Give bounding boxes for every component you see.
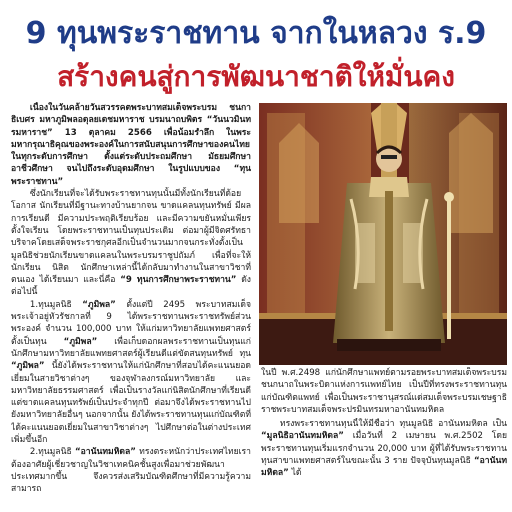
bhumibol-name-2: “ภูมิพล” (63, 336, 98, 347)
intro-bold-lead: เนื่องในวันคล้ายวันสวรรคตพระบาทสมเด็จพระบรม ชนกาธิเบศร มหาภูมิพลอดุลยเดชมหาราช บรมนาถบพิตร (11, 103, 251, 126)
article-right-column (261, 418, 507, 512)
article-left-column (11, 102, 251, 512)
eligibility-text: ซึ่งนักเรียนที่จะได้รับพระราชทานทุนนั้นมีทั้งนักเรียนที่ด้อยโอกาส นักเรียนที่มีฐานะทางบ้านยากจน ขาดแคลนทุนทรัพย์ มีผลการเรียนดี มีความประพฤติเรียบร้อย และมีความขยันหมั่นเพียร ตั้งใจเรียน โดยพระราชทานเป็นทุนประเดิม ต่อมาผู้มีจิตศรัทธาบริจาคโดยเสด็จพระราชกุศลอีกเป็นจำนวนมากจนกระทั่งตั้งเป็นมูลนิธิช่วยนักเรียนขาดแคลนในพระบรมราชูปถัมภ์ เพื่อที่จะให้นักเรียน นิสิต นักศึกษาเหล่านี้ได้กลับมาทำงานในสาขาวิชาที่ตนเอง ได้เรียนมา และนี่คือ (11, 189, 251, 286)
item-2-prefix: 2.ทุนมูลนิธิ (29, 447, 75, 458)
paragraph-intro (11, 102, 251, 188)
royal-portrait-photo (259, 103, 507, 365)
nine-scholarships-label: “9 ทุนการศึกษาพระราชทาน” (120, 275, 237, 286)
ananda-text-a: ทรงพระราชทานทุนนี้ให้มีชื่อว่า ทุนมูลนิธิ อานันทมหิดล เป็น (279, 419, 507, 429)
item-2-text: ทรงตระหนักว่าประเทศไทยเราต้องอาศัยผู้เชี่ยวชาญในวิชาเทคนิคชั้นสูงเพื่อมาช่วยพัฒนาประเทศมากขึ้น จึงควรส่งเสริมบัณฑิตศึกษาที่มีความรู้ความสามารถ (11, 447, 251, 495)
headline-line-1: 9 ทุนพระราชทาน จากในหลวง ร.9 (25, 16, 487, 51)
bhumibol-name-1: “ภูมิพล” (82, 299, 116, 310)
ananda-name: “อานันทมหิดล” (75, 447, 136, 458)
headline-line-2: สร้างคนสู่การพัฒนาชาติให้มั่นคง (57, 60, 455, 93)
photo-caption (261, 367, 507, 417)
ananda-text-c: ได้ (288, 468, 302, 479)
paragraph-bhumibol-fund (11, 299, 251, 447)
ananda-text-b: เมื่อวันที่ 2 เมษายน พ.ศ.2502 โดยพระราชทานทุนเริ่มแรกจำนวน 20,000 บาท ผู้ที่ได้รับพระราชทานทุนสาขาแพทยศาสตร์ในขณะนั้น 3 ราย ปัจจุบันทุนมูลนิธิ (261, 431, 507, 466)
intro-bold-date: “วันนวมินทรมหาราช” 13 ตุลาคม 2566 เพื่อน้อมรำลึก (11, 115, 251, 138)
ananda-foundation-name-2: “อานันทมหิดล” (261, 455, 507, 479)
item-1-text-c: นี้ยังได้พระราชทานให้แก่นักศึกษาที่สอบได้คะแนนยอดเยี่ยมในสายวิชาต่างๆ ของจุฬาลงกรณ์มหาวิทยาลัย และมหาวิทยาลัยธรรมศาสตร์ เพื่อเป็นรางวัลแก่นิสิตนักศึกษาที่เรียนดีแต่ขาดแคลนทุนทรัพย์เป็นประจำทุกปี ต่อมาจึงได้พระราชทานไปยังมหาวิทยาลัยอื่นๆ นอกจากนั้น ยังได้พระราชทานทุนแก่บัณฑิตที่ได้คะแนนยอดเยี่ยมในสาขาวิชาต่างๆ ไปศึกษาต่อในต่างประเทศเพิ่มขึ้นอีก (11, 361, 251, 446)
caption-text: ในปี พ.ศ.2498 แก่นักศึกษาแพทย์ตามรอยพระบาทสมเด็จพระบรมชนกนาถในพระบิดาแห่งการแพทย์ไทย เป็นปีที่ทรงพระราชทานทุนแก่บัณฑิตแพทย์ เพื่อเป็นพระราชานุสรณ์แด่สมเด็จพระบรมเชษฐาธิราชพระบาทสมเด็จพระปรมินทรมหาอานันทมหิดล (261, 368, 507, 415)
paragraph-eligibility (11, 188, 251, 299)
item-1-text-a: ตั้งแต่ปี 2495 พระบาทสมเด็จพระเจ้าอยู่หัวรัชกาลที่ 9 ได้พระราชทานพระราชทรัพย์ส่วนพระองค์ จำนวน 100,000 บาท ให้แก่มหาวิทยาลัยแพทยศาสตร์ตั้งเป็นทุน (11, 299, 251, 347)
eligibility-tail: ดังต่อไปนี้ (11, 275, 251, 298)
item-1-prefix: 1.ทุนมูลนิธิ (29, 299, 83, 310)
paragraph-ananda-fund (11, 446, 251, 495)
item-1-text-b: เพื่อเก็บดอกผลพระราชทานเป็นทุนแก่นักศึกษามหาวิทยาลัยแพทยศาสตร์ผู้เรียนดีแต่ขัดสนทุนทรัพย์ ทุน (11, 336, 251, 359)
ananda-foundation-name: “มูลนิธิอานันทมหิดล” (261, 431, 344, 442)
paragraph-ananda-foundation (261, 418, 507, 479)
intro-bold-rest: ในพระมหากรุณาธิคุณของพระองค์ในการสนับสนุนการศึกษาของคนไทย ในทุกระดับการศึกษา ตั้งแต่ระดับประถมศึกษา มัธยมศึกษา อาชีวศึกษา จนไปถึงระดับอุดมศึกษา ในรูปแบบของ “ทุนพระราชทาน” (11, 127, 251, 187)
portrait-illustration (259, 103, 507, 365)
bhumibol-name-3: “ภูมิพล” (11, 361, 45, 372)
